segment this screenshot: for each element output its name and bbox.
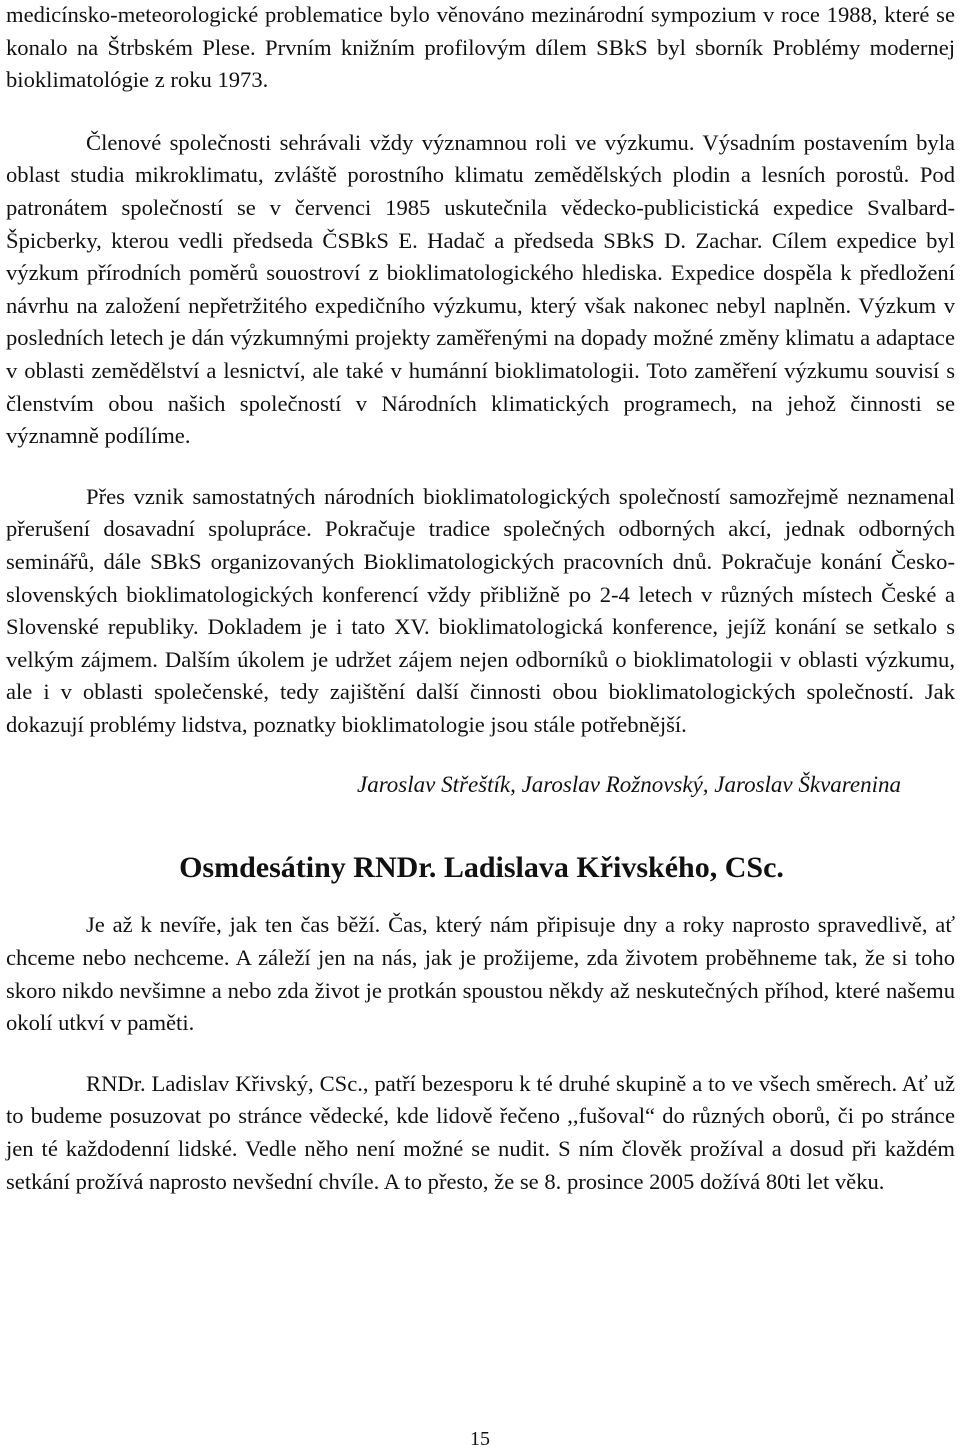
paragraph-research: Členové společnosti sehrávali vždy významnou roli ve výzkumu. Výsadním postavením byla oblast studia mikroklimatu, zvláště porostního klimatu zemědělských plodin a lesních porostů. Pod patronátem společností se v červenci 1985 uskutečnila vědecko-publicistická expedice Svalbard-Špicberky, kterou vedli předseda ČSBkS E. Hadač a předseda SBkS D. Zachar. Cílem expedice byl výzkum přírodních poměrů souostroví z bioklimatologického hlediska. Expedice dospěla k předložení návrhu na založení nepřetržitého expedičního výzkumu, který však nakonec nebyl naplněn. Výzkum v posledních letech je dán výzkumnými projekty zaměřenými na dopady možné změny klimatu a adaptace v oblasti zemědělství a lesnictví, ale také v humánní bioklimatologii. Toto zaměření výzkumu souvisí s členstvím obou našich společností v Národních klimatických programech, na jehož činnosti se významně podílíme. <box>6 129 955 449</box>
document-page <box>6 0 955 1451</box>
section-gap <box>6 801 955 849</box>
section-heading: Osmdesátiny RNDr. Ladislava Křivského, CSc. <box>179 851 784 885</box>
section-gap <box>6 887 955 909</box>
paragraph-gap <box>6 1040 955 1068</box>
paragraph-gap <box>6 97 955 127</box>
authors-signature: Jaroslav Střeštík, Jaroslav Rožnovský, Jaroslav Škvarenina <box>357 772 901 798</box>
paragraph-time: Je až k nevíře, jak ten čas běží. Čas, který nám připisuje dny a roky naprosto spravedlivě, ať chceme nebo nechceme. A záleží jen na nás, jak je prožijeme, zda životem proběhneme tak, že si toho skoro nikdo nevšimne a nebo zda život je protkán spoustou někdy až neskutečných příhod, které našemu okolí utkví v paměti. <box>6 912 955 1036</box>
paragraph-gap <box>6 741 955 769</box>
paragraph-cooperation: Přes vznik samostatných národních bioklimatologických společností samozřejmě neznamenal přerušení dosavadní spolupráce. Pokračuje tradice společných odborných akcí, jednak odborných seminářů, dále SBkS organizovaných Bioklimatologických pracovních dnů. Pokračuje konání Česko-slovenských bioklimatologických konferencí vždy přibližně po 2-4 letech v různých místech České a Slovenské republiky. Dokladem je i tato XV. bioklimatologická konference, jejíž konání se setkalo s velkým zájmem. Dalším úkolem je udržet zájem nejen odborníků o bioklimatologii v oblasti výzkumu, ale i v oblasti společenské, tedy zajištění další činnosti obou bioklimatologických společností. Jak dokazují problémy lidstva, poznatky bioklimatologie jsou stále potřebnější. <box>6 483 955 737</box>
paragraph-krivsky: RNDr. Ladislav Křivský, CSc., patří bezesporu k té druhé skupině a to ve všech směrech. Ať už to budeme posuzovat po stránce vědecké, kde lidově řečeno ,,fušoval“ do různých oborů, či po stránce jen té každodenní lidské. Vedle něho není možné se nudit. S ním člověk prožíval a dosud při každém setkání prožívá naprosto nevšední chvíle. A to přesto, že se 8. prosince 2005 dožívá 80ti let věku. <box>6 1070 955 1194</box>
page-number: 15 <box>470 1428 490 1450</box>
paragraph-gap <box>6 453 955 481</box>
paragraph-symposium: medicínsko-meteorologické problematice bylo věnováno mezinárodní sympozium v roce 1988, které se konalo na Štrbském Plese. Prvním knižním profilovým dílem SBkS byl sborník Problémy modernej bioklimatológie z roku 1973. <box>6 2 955 93</box>
